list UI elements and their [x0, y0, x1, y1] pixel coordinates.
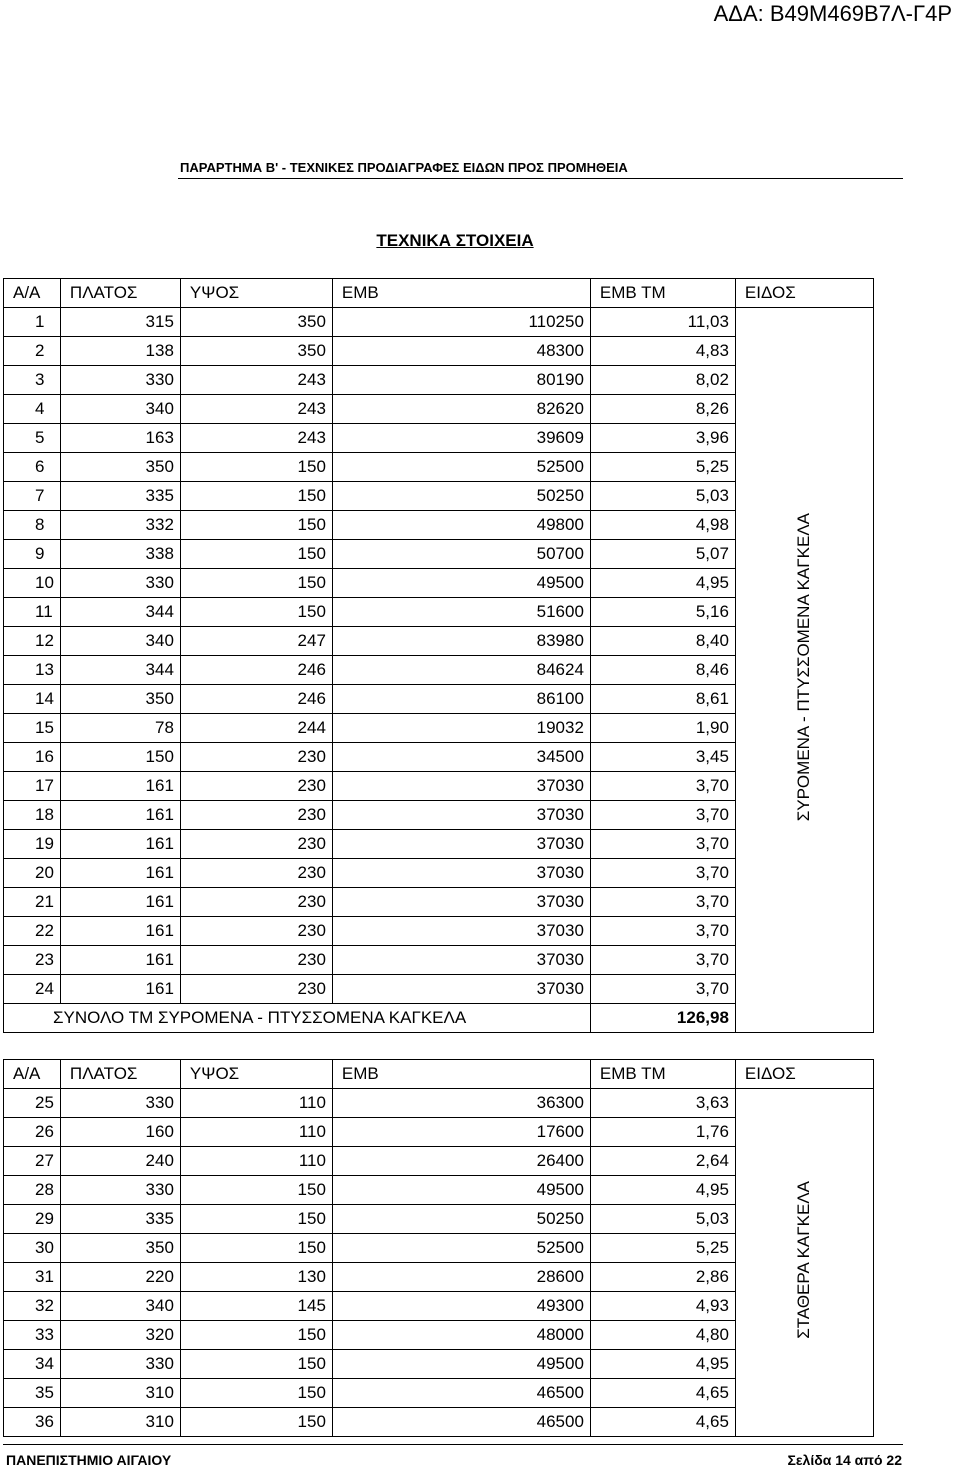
- row-number: 3: [4, 366, 61, 395]
- height-value: 150: [180, 1321, 332, 1350]
- item-type-cell: [735, 308, 873, 1033]
- area-sqm-value: 4,65: [590, 1408, 735, 1437]
- height-value: 230: [180, 888, 332, 917]
- height-value: 230: [180, 917, 332, 946]
- area-value: 28600: [332, 1263, 590, 1292]
- row-number: 32: [4, 1292, 61, 1321]
- area-sqm-value: 1,76: [590, 1118, 735, 1147]
- width-value: 161: [60, 975, 180, 1004]
- row-number: 5: [4, 424, 61, 453]
- area-value: 37030: [332, 946, 590, 975]
- height-value: 243: [180, 424, 332, 453]
- area-value: 19032: [332, 714, 590, 743]
- height-value: 130: [180, 1263, 332, 1292]
- area-value: 17600: [332, 1118, 590, 1147]
- width-value: 330: [60, 1089, 180, 1118]
- column-header: ΕΜΒ ΤΜ: [590, 279, 735, 308]
- area-sqm-value: 3,70: [590, 975, 735, 1004]
- height-value: 243: [180, 366, 332, 395]
- item-type-cell: [735, 1089, 873, 1437]
- height-value: 110: [180, 1147, 332, 1176]
- width-value: 350: [60, 685, 180, 714]
- column-header: Α/Α: [4, 279, 61, 308]
- width-value: 330: [60, 1350, 180, 1379]
- area-sqm-value: 3,70: [590, 772, 735, 801]
- height-value: 150: [180, 1350, 332, 1379]
- height-value: 150: [180, 569, 332, 598]
- table-header-row: [4, 279, 874, 308]
- area-sqm-value: 3,70: [590, 888, 735, 917]
- height-value: 247: [180, 627, 332, 656]
- width-value: 160: [60, 1118, 180, 1147]
- height-value: 150: [180, 1176, 332, 1205]
- height-value: 150: [180, 453, 332, 482]
- width-value: 338: [60, 540, 180, 569]
- area-sqm-value: 3,70: [590, 917, 735, 946]
- width-value: 161: [60, 801, 180, 830]
- column-header: ΕΜΒ: [332, 279, 590, 308]
- row-number: 35: [4, 1379, 61, 1408]
- height-value: 246: [180, 685, 332, 714]
- height-value: 350: [180, 308, 332, 337]
- area-value: 84624: [332, 656, 590, 685]
- area-sqm-value: 1,90: [590, 714, 735, 743]
- area-value: 46500: [332, 1408, 590, 1437]
- height-value: 150: [180, 1379, 332, 1408]
- area-sqm-value: 4,95: [590, 1176, 735, 1205]
- height-value: 150: [180, 1205, 332, 1234]
- area-sqm-value: 8,40: [590, 627, 735, 656]
- area-value: 51600: [332, 598, 590, 627]
- area-value: 49300: [332, 1292, 590, 1321]
- area-sqm-value: 3,96: [590, 424, 735, 453]
- width-value: 340: [60, 1292, 180, 1321]
- width-value: 138: [60, 337, 180, 366]
- row-number: 15: [4, 714, 61, 743]
- height-value: 246: [180, 656, 332, 685]
- row-number: 4: [4, 395, 61, 424]
- row-number: 25: [4, 1089, 61, 1118]
- area-value: 36300: [332, 1089, 590, 1118]
- width-value: 344: [60, 656, 180, 685]
- width-value: 344: [60, 598, 180, 627]
- row-number: 17: [4, 772, 61, 801]
- width-value: 330: [60, 569, 180, 598]
- area-sqm-value: 2,64: [590, 1147, 735, 1176]
- table-row: [4, 1089, 874, 1118]
- row-number: 23: [4, 946, 61, 975]
- area-sqm-value: 5,16: [590, 598, 735, 627]
- area-value: 80190: [332, 366, 590, 395]
- area-value: 34500: [332, 743, 590, 772]
- area-value: 82620: [332, 395, 590, 424]
- row-number: 24: [4, 975, 61, 1004]
- width-value: 335: [60, 1205, 180, 1234]
- column-header: ΠΛΑΤΟΣ: [60, 279, 180, 308]
- total-value: 126,98: [590, 1004, 735, 1033]
- area-value: 50250: [332, 482, 590, 511]
- row-number: 26: [4, 1118, 61, 1147]
- height-value: 150: [180, 540, 332, 569]
- area-sqm-value: 3,45: [590, 743, 735, 772]
- area-value: 50700: [332, 540, 590, 569]
- row-number: 30: [4, 1234, 61, 1263]
- area-sqm-value: 2,86: [590, 1263, 735, 1292]
- area-sqm-value: 11,03: [590, 308, 735, 337]
- width-value: 335: [60, 482, 180, 511]
- row-number: 1: [4, 308, 61, 337]
- height-value: 244: [180, 714, 332, 743]
- ada-code: ΑΔΑ: Β49Μ469Β7Λ-Γ4Ρ: [713, 1, 952, 26]
- width-value: 161: [60, 830, 180, 859]
- area-sqm-value: 5,25: [590, 453, 735, 482]
- height-value: 150: [180, 482, 332, 511]
- section-title: ΤΕΧΝΙΚΑ ΣΤΟΙΧΕΙΑ: [376, 231, 534, 250]
- row-number: 6: [4, 453, 61, 482]
- height-value: 110: [180, 1089, 332, 1118]
- width-value: 332: [60, 511, 180, 540]
- width-value: 340: [60, 627, 180, 656]
- area-sqm-value: 5,03: [590, 482, 735, 511]
- height-value: 243: [180, 395, 332, 424]
- column-header: ΥΨΟΣ: [180, 279, 332, 308]
- area-value: 26400: [332, 1147, 590, 1176]
- area-value: 49500: [332, 1176, 590, 1205]
- area-sqm-value: 3,70: [590, 946, 735, 975]
- area-sqm-value: 4,98: [590, 511, 735, 540]
- spec-table-sliding: [3, 278, 874, 1033]
- row-number: 28: [4, 1176, 61, 1205]
- area-value: 49500: [332, 569, 590, 598]
- area-value: 49500: [332, 1350, 590, 1379]
- area-sqm-value: 5,03: [590, 1205, 735, 1234]
- row-number: 33: [4, 1321, 61, 1350]
- height-value: 230: [180, 946, 332, 975]
- row-number: 16: [4, 743, 61, 772]
- area-sqm-value: 3,70: [590, 801, 735, 830]
- row-number: 27: [4, 1147, 61, 1176]
- area-value: 37030: [332, 830, 590, 859]
- row-number: 31: [4, 1263, 61, 1292]
- area-sqm-value: 8,46: [590, 656, 735, 685]
- column-header: ΕΜΒ ΤΜ: [590, 1060, 735, 1089]
- item-type-label: ΣΤΑΘΕΡΑ ΚΑΓΚΕΛΑ: [794, 1181, 814, 1339]
- height-value: 150: [180, 598, 332, 627]
- width-value: 315: [60, 308, 180, 337]
- height-value: 230: [180, 772, 332, 801]
- column-header: ΕΜΒ: [332, 1060, 590, 1089]
- height-value: 230: [180, 859, 332, 888]
- column-header: ΕΙΔΟΣ: [735, 1060, 873, 1089]
- column-header: Α/Α: [4, 1060, 61, 1089]
- height-value: 230: [180, 801, 332, 830]
- row-number: 2: [4, 337, 61, 366]
- area-sqm-value: 5,07: [590, 540, 735, 569]
- width-value: 163: [60, 424, 180, 453]
- height-value: 150: [180, 511, 332, 540]
- width-value: 350: [60, 1234, 180, 1263]
- row-number: 29: [4, 1205, 61, 1234]
- area-value: 37030: [332, 888, 590, 917]
- row-number: 36: [4, 1408, 61, 1437]
- area-value: 52500: [332, 453, 590, 482]
- width-value: 161: [60, 859, 180, 888]
- area-sqm-value: 4,80: [590, 1321, 735, 1350]
- area-value: 37030: [332, 772, 590, 801]
- row-number: 12: [4, 627, 61, 656]
- row-number: 20: [4, 859, 61, 888]
- column-header: ΥΨΟΣ: [180, 1060, 332, 1089]
- area-value: 110250: [332, 308, 590, 337]
- height-value: 350: [180, 337, 332, 366]
- width-value: 161: [60, 888, 180, 917]
- footer-page-number: Σελίδα 14 από 22: [787, 1452, 902, 1468]
- area-sqm-value: 3,63: [590, 1089, 735, 1118]
- row-number: 19: [4, 830, 61, 859]
- row-number: 14: [4, 685, 61, 714]
- width-value: 340: [60, 395, 180, 424]
- width-value: 220: [60, 1263, 180, 1292]
- annex-heading: ΠΑΡΑΡΤΗΜΑ Β' - ΤΕΧΝΙΚΕΣ ΠΡΟΔΙΑΓΡΑΦΕΣ ΕΙΔΩΝ ΠΡΟΣ ΠΡΟΜΗΘΕΙΑ: [180, 160, 628, 175]
- width-value: 161: [60, 946, 180, 975]
- height-value: 150: [180, 1408, 332, 1437]
- area-value: 48300: [332, 337, 590, 366]
- area-sqm-value: 4,95: [590, 569, 735, 598]
- footer-rule: [3, 1444, 903, 1445]
- area-sqm-value: 8,26: [590, 395, 735, 424]
- width-value: 330: [60, 366, 180, 395]
- column-header: ΕΙΔΟΣ: [735, 279, 873, 308]
- width-value: 240: [60, 1147, 180, 1176]
- area-sqm-value: 4,93: [590, 1292, 735, 1321]
- total-label: ΣΥΝΟΛΟ ΤΜ ΣΥΡΟΜΕΝΑ - ΠΤΥΣΣΟΜΕΝΑ ΚΑΓΚΕΛΑ: [4, 1004, 591, 1033]
- area-value: 49800: [332, 511, 590, 540]
- row-number: 18: [4, 801, 61, 830]
- height-value: 230: [180, 743, 332, 772]
- annex-underline: [178, 178, 903, 179]
- area-sqm-value: 8,61: [590, 685, 735, 714]
- row-number: 9: [4, 540, 61, 569]
- item-type-label: ΣΥΡΟΜΕΝΑ - ΠΤΥΣΣΟΜΕΝΑ ΚΑΓΚΕΛΑ: [794, 513, 814, 822]
- width-value: 330: [60, 1176, 180, 1205]
- area-sqm-value: 4,83: [590, 337, 735, 366]
- width-value: 150: [60, 743, 180, 772]
- height-value: 150: [180, 1234, 332, 1263]
- row-number: 8: [4, 511, 61, 540]
- width-value: 161: [60, 772, 180, 801]
- width-value: 310: [60, 1408, 180, 1437]
- area-value: 48000: [332, 1321, 590, 1350]
- area-sqm-value: 4,65: [590, 1379, 735, 1408]
- width-value: 350: [60, 453, 180, 482]
- area-value: 37030: [332, 801, 590, 830]
- width-value: 320: [60, 1321, 180, 1350]
- column-header: ΠΛΑΤΟΣ: [60, 1060, 180, 1089]
- area-value: 37030: [332, 975, 590, 1004]
- row-number: 11: [4, 598, 61, 627]
- area-value: 52500: [332, 1234, 590, 1263]
- row-number: 7: [4, 482, 61, 511]
- area-sqm-value: 4,95: [590, 1350, 735, 1379]
- row-number: 34: [4, 1350, 61, 1379]
- height-value: 145: [180, 1292, 332, 1321]
- row-number: 21: [4, 888, 61, 917]
- height-value: 230: [180, 975, 332, 1004]
- footer-organization: ΠΑΝΕΠΙΣΤΗΜΙΟ ΑΙΓΑΙΟΥ: [6, 1452, 172, 1468]
- height-value: 110: [180, 1118, 332, 1147]
- area-sqm-value: 5,25: [590, 1234, 735, 1263]
- area-value: 86100: [332, 685, 590, 714]
- width-value: 161: [60, 917, 180, 946]
- spec-table-fixed: [3, 1059, 874, 1437]
- width-value: 310: [60, 1379, 180, 1408]
- row-number: 10: [4, 569, 61, 598]
- table-row: [4, 308, 874, 337]
- row-number: 13: [4, 656, 61, 685]
- area-value: 83980: [332, 627, 590, 656]
- height-value: 230: [180, 830, 332, 859]
- area-sqm-value: 3,70: [590, 830, 735, 859]
- area-value: 50250: [332, 1205, 590, 1234]
- row-number: 22: [4, 917, 61, 946]
- table-header-row: [4, 1060, 874, 1089]
- area-sqm-value: 8,02: [590, 366, 735, 395]
- area-sqm-value: 3,70: [590, 859, 735, 888]
- area-value: 46500: [332, 1379, 590, 1408]
- area-value: 39609: [332, 424, 590, 453]
- area-value: 37030: [332, 859, 590, 888]
- area-value: 37030: [332, 917, 590, 946]
- width-value: 78: [60, 714, 180, 743]
